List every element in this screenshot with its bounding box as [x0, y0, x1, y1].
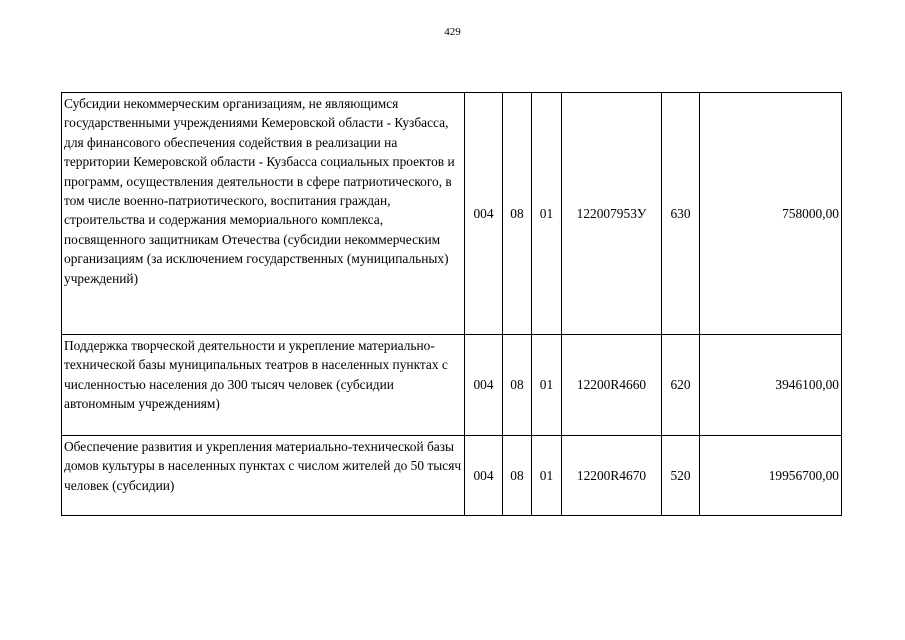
amount: 758000,00: [700, 93, 842, 335]
row-description: Поддержка творческой деятельности и укрепление материально-технической базы муниципальных театров в населенных пунктах с численностью населения до 300 тысяч человек (субсидии автономным учреждениям): [62, 335, 465, 436]
target-article-code: 122007953У: [562, 93, 662, 335]
table-row: [62, 335, 842, 436]
subsection-code: 01: [532, 436, 562, 516]
amount: 3946100,00: [700, 335, 842, 436]
expense-type-code: 630: [662, 93, 700, 335]
section-code: 08: [503, 93, 532, 335]
ministry-code: 004: [465, 436, 503, 516]
ministry-code: 004: [465, 335, 503, 436]
subsection-code: 01: [532, 335, 562, 436]
row-description: Обеспечение развития и укрепления материально-технической базы домов культуры в населенных пунктах с числом жителей до 50 тысяч человек (субсидии): [62, 436, 465, 516]
page-number: 429: [444, 26, 461, 38]
table-row: [62, 93, 842, 335]
target-article-code: 12200R4660: [562, 335, 662, 436]
target-article-code: 12200R4670: [562, 436, 662, 516]
budget-table: [61, 92, 842, 516]
table-row: [62, 436, 842, 516]
subsection-code: 01: [532, 93, 562, 335]
section-code: 08: [503, 436, 532, 516]
ministry-code: 004: [465, 93, 503, 335]
section-code: 08: [503, 335, 532, 436]
expense-type-code: 520: [662, 436, 700, 516]
amount: 19956700,00: [700, 436, 842, 516]
expense-type-code: 620: [662, 335, 700, 436]
row-description: Субсидии некоммерческим организациям, не являющимся государственными учреждениями Кемеровской области - Кузбасса, для финансового обеспечения содействия в реализации на территории Кемеровской области - Кузбасса социальных проектов и программ, осуществления деятельности в сфере патриотического, в том числе военно-патриотического, воспитания граждан, строительства и содержания мемориального комплекса, посвященного защитникам Отечества (субсидии некоммерческим организациям (за исключением государственных (муниципальных) учреждений): [62, 93, 465, 335]
